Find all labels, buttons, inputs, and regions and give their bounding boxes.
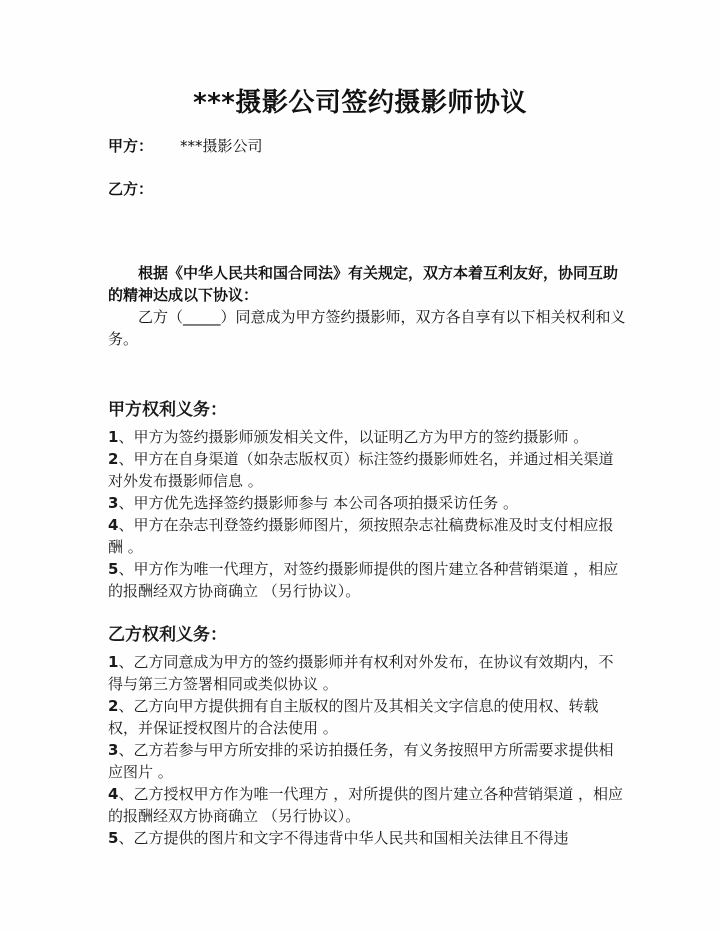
intro-legal-basis: 根据《中华人民共和国合同法》有关规定，双方本着互利友好，协同互助的精神达成以下协议： (108, 264, 619, 304)
section-party-a-rights (108, 398, 628, 602)
section-a-heading: 甲方权利义务： (108, 400, 227, 420)
list-item: 1、乙方同意成为甲方的签约摄影师并有权利对外发布，在协议有效期内，不得与第三方签署相同或类似协议 。 (108, 653, 614, 693)
list-item: 1、甲方为签约摄影师颁发相关文件，以证明乙方为甲方的签约摄影师 。 (108, 428, 589, 446)
party-a-label: 甲方： (108, 137, 154, 155)
party-a-value: ***摄影公司 (180, 137, 263, 155)
party-a-line (108, 135, 263, 156)
list-item: 5、乙方提供的图片和文字不得违背中华人民共和国相关法律且不得违 (108, 829, 569, 847)
section-party-b-rights (108, 623, 628, 849)
list-item: 2、乙方向甲方提供拥有自主版权的图片及其相关文字信息的使用权、转载权，并保证授权图片的合法使用 。 (108, 697, 599, 737)
intro-agreement: 乙方（_____）同意成为甲方签约摄影师，双方各自享有以下相关权利和义务。 (108, 308, 626, 348)
section-b-list (108, 651, 628, 849)
section-b-heading: 乙方权利义务： (108, 625, 227, 645)
list-item: 3、乙方若参与甲方所安排的采访拍摄任务，有义务按照甲方所需要求提供相应图片 。 (108, 741, 614, 781)
document-title: ***摄影公司签约摄影师协议 (193, 88, 527, 118)
list-item: 3、甲方优先选择签约摄影师参与 本公司各项拍摄采访任务 。 (108, 494, 518, 512)
party-b-line (108, 178, 180, 199)
list-item: 4、甲方在杂志刊登签约摄影师图片，须按照杂志社稿费标准及时支付相应报酬 。 (108, 516, 614, 556)
section-a-list (108, 426, 628, 602)
list-item: 2、甲方在自身渠道（如杂志版权页）标注签约摄影师姓名，并通过相关渠道对外发布摄影师信息 。 (108, 450, 614, 490)
list-item: 5、甲方作为唯一代理方，对签约摄影师提供的图片建立各种营销渠道 ，相应的报酬经双方协商确立 （另行协议）。 (108, 560, 619, 600)
party-b-label: 乙方： (108, 180, 154, 198)
intro-paragraph (108, 262, 628, 350)
list-item: 4、乙方授权甲方作为唯一代理方 ，对所提供的图片建立各种营销渠道 ，相应的报酬经双方协商确立 （另行协议）。 (108, 785, 623, 825)
